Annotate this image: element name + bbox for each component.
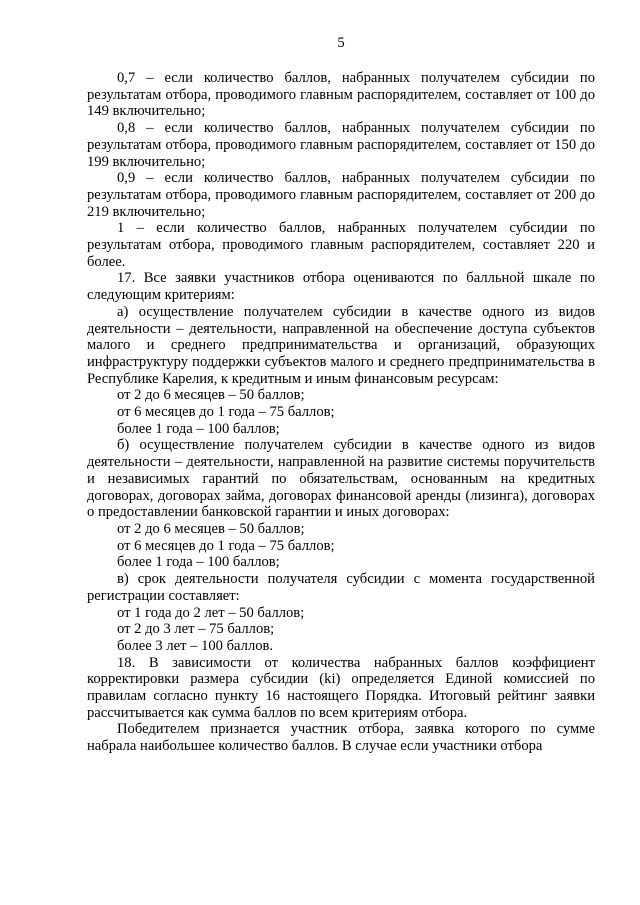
paragraph-winner: Победителем признается участник отбора, заявка которого по сумме набрала наибольшее количество баллов. В случае если участники отбора: [87, 721, 595, 755]
list-item-criterion-b-1: от 2 до 6 месяцев – 50 баллов;: [117, 520, 305, 537]
list-item-criterion-v-1: от 1 года до 2 лет – 50 баллов;: [117, 604, 305, 621]
paragraph-coefficient-0-7: 0,7 – если количество баллов, набранных получателем субсидии по результатам отбора, проводимого главным распорядителем, составляет от 100 до 149 включительно;: [87, 70, 595, 120]
list-item-criterion-b-2: от 6 месяцев до 1 года – 75 баллов;: [117, 537, 335, 554]
document-page: [87, 0, 595, 905]
list-item-criterion-a-2: от 6 месяцев до 1 года – 75 баллов;: [117, 404, 335, 421]
paragraph-criterion-b: б) осуществление получателем субсидии в качестве одного из видов деятельности – деятельности, направленной на развитие системы поручительств и независимых гарантий по обязательствам, основанным на кредитных договорах, договорах займа, договорах финансовой аренды (лизинга), договорах о предоставлении банковской гарантии и иных договорах:: [87, 437, 595, 521]
paragraph-criterion-a: а) осуществление получателем субсидии в качестве одного из видов деятельности – деятельности, направленной на обеспечение доступа субъектов малого и среднего предпринимательства и организаций, образующих инфраструктуру поддержки субъектов малого и среднего предпринимательства в Республике Карелия, к кредитным и иным финансовым ресурсам:: [87, 303, 595, 387]
paragraph-section-18: 18. В зависимости от количества набранных баллов коэффициент корректировки размера субсидии (ki) определяется Единой комиссией по правилам согласно пункту 16 настоящего Порядка. Итоговый рейтинг заявки рассчитывается как сумма баллов по всем критериям отбора.: [87, 654, 595, 721]
list-item-criterion-b-3: более 1 года – 100 баллов;: [117, 554, 280, 571]
list-item-criterion-v-3: более 3 лет – 100 баллов.: [117, 637, 274, 654]
paragraph-coefficient-1: 1 – если количество баллов, набранных получателем субсидии по результатам отбора, проводимого главным распорядителем, составляет 220 и более.: [87, 220, 595, 270]
list-item-criterion-a-1: от 2 до 6 месяцев – 50 баллов;: [117, 387, 305, 404]
paragraph-coefficient-0-9: 0,9 – если количество баллов, набранных получателем субсидии по результатам отбора, проводимого главным распорядителем, составляет от 200 до 219 включительно;: [87, 170, 595, 220]
paragraph-section-17: 17. Все заявки участников отбора оцениваются по балльной шкале по следующим критериям:: [87, 270, 595, 304]
page-number: 5: [337, 35, 345, 51]
paragraph-criterion-v: в) срок деятельности получателя субсидии с момента государственной регистрации составляет:: [87, 571, 595, 604]
paragraph-coefficient-0-8: 0,8 – если количество баллов, набранных получателем субсидии по результатам отбора, проводимого главным распорядителем, составляет от 150 до 199 включительно;: [87, 120, 595, 170]
document-body: [87, 70, 595, 755]
list-item-criterion-a-3: более 1 года – 100 баллов;: [117, 420, 280, 437]
list-item-criterion-v-2: от 2 до 3 лет – 75 баллов;: [117, 621, 275, 638]
